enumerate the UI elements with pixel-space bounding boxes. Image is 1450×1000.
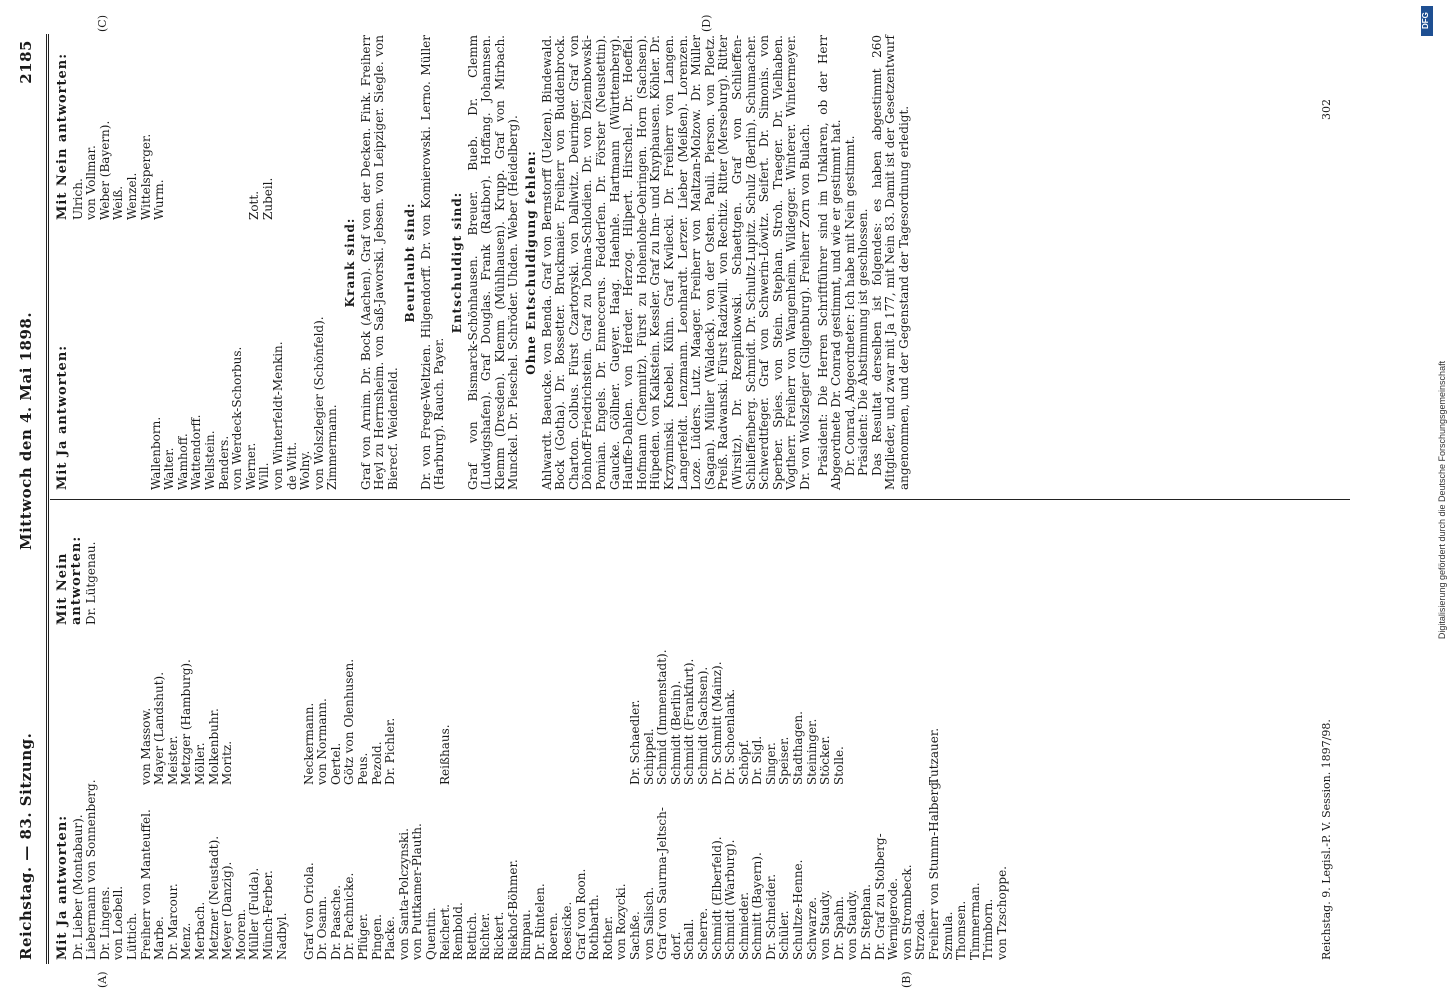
member-name: Liebermann von Sonnenberg.: [84, 779, 99, 960]
member-name: Roesicke.: [559, 901, 574, 960]
member-name: [276, 625, 290, 785]
member-name: Schwarze.: [804, 896, 819, 960]
right-nein-entries: [72, 35, 276, 220]
member-name: [85, 625, 99, 785]
member-name: [289, 785, 303, 960]
member-name: Schüler.: [777, 910, 792, 960]
member-name: von Winterfeldt-Menkin.: [270, 341, 285, 490]
member-name: Tutzauer.: [927, 727, 941, 785]
member-name: Werner.: [243, 442, 258, 490]
right-ja-entries: [150, 220, 340, 490]
member-name: Pezold.: [369, 741, 384, 785]
margin-mark-a: (A): [96, 971, 109, 988]
member-name: [452, 625, 466, 785]
entschuldigt-text: Graf von Bismarck-Schönhausen. Breuer. Bueb. Dr. Clemm (Ludwigshafen). Graf Douglas. Frank (Ratibor). Hoffang. Johannsen. Klemm (Dresden). Klemm (Mühlhausen). Krupp. Graf von Mirbach. Munckel. Dr. Pieschel. Schröder. Uhden. Weber (Heidelberg).: [465, 35, 521, 490]
member-name: Trimborn.: [981, 898, 996, 960]
member-name: [411, 625, 425, 785]
member-name: Metzner (Neustadt).: [206, 835, 221, 960]
member-name: Dr. Schmitt (Mainz).: [709, 661, 724, 785]
member-name: [561, 625, 575, 785]
member-name: Freiherr von Manteuffel.: [138, 809, 153, 960]
member-name: [534, 625, 548, 785]
member-name: [235, 35, 249, 220]
member-name: von Werdeck-Schorbus.: [230, 346, 245, 490]
member-name: Dr. Marcour.: [165, 883, 180, 960]
member-name: Dr. Sigl.: [750, 735, 765, 785]
member-name: Speiser.: [777, 736, 792, 785]
header-rule-2: [48, 34, 49, 964]
member-name: Timmerman.: [967, 882, 982, 960]
member-name: Merbach.: [192, 901, 207, 960]
member-name: dorf.: [668, 931, 683, 960]
member-name: Weiß.: [111, 185, 126, 220]
member-name: [588, 625, 602, 785]
member-name: [126, 625, 140, 785]
member-name: Moritz.: [220, 740, 235, 785]
member-name: von Normann.: [315, 698, 330, 785]
right-ja-list: [56, 220, 340, 490]
header-center: Mittwoch den 4. Mai 1898.: [17, 311, 35, 550]
dfg-side-note-text: Digitalisierung gefördert durch die Deutsche Forschungsgemeinschaft: [1437, 360, 1447, 640]
left-nein-heading: Mit Nein antworten:: [55, 535, 84, 625]
dfg-side-note: [1418, 0, 1447, 1000]
member-name: Mayer (Landshut).: [152, 671, 167, 785]
column-divider: [50, 499, 1350, 500]
member-name: Dr. Rintelen.: [532, 883, 547, 960]
right-ja-heading: Mit Ja antworten:: [55, 344, 70, 490]
member-name: Dr. Pichler.: [383, 717, 398, 785]
left-ja-heading: Mit Ja antworten:: [55, 814, 70, 960]
member-name: Pflüger.: [356, 913, 371, 960]
member-name: [479, 625, 493, 785]
right-vote-lists: [56, 35, 340, 490]
member-name: Szmula.: [940, 911, 955, 960]
krank-title: Krank sind:: [342, 217, 357, 308]
member-name: Will.: [257, 462, 272, 490]
margin-mark-c: (C): [96, 15, 109, 32]
member-name: Schöpf.: [736, 739, 751, 785]
president-para-2: Präsident: Die Abstimmung ist geschlossen.: [856, 208, 871, 476]
right-column: [56, 35, 912, 490]
left-ja-entries: [70, 778, 1010, 960]
member-name: Schmidt (Elberfeld).: [709, 836, 724, 960]
member-name: Dr. Schneider.: [763, 873, 778, 960]
beurlaubt-title: Beurlaubt sind:: [403, 202, 418, 323]
member-name: Schall.: [682, 918, 697, 960]
member-name: [398, 625, 412, 785]
member-name: Münch-Ferber.: [260, 870, 275, 960]
member-name: von Loebell.: [111, 885, 126, 960]
member-name: Schmidt (Warburg).: [723, 839, 738, 960]
member-name: [99, 625, 113, 785]
member-name: Placke.: [383, 916, 398, 960]
member-name: Wernigerode.: [886, 877, 901, 960]
page-header: [12, 40, 42, 960]
member-name: Meister.: [165, 735, 180, 785]
member-name: Schmidt (Sachsen).: [695, 666, 710, 785]
left-vote-lists: [56, 505, 1010, 960]
left-nein-list: [56, 505, 99, 625]
member-name: [235, 625, 249, 785]
member-name: [846, 625, 860, 785]
member-name: Sachße.: [627, 911, 642, 960]
member-name: [167, 35, 181, 220]
margin-mark-b: (B): [900, 971, 913, 988]
member-name: Wellstein.: [202, 430, 217, 490]
member-name: [914, 625, 928, 785]
member-name: [860, 625, 874, 785]
member-name: Schmidt (Frankfurt).: [682, 658, 697, 785]
member-name: Singer.: [763, 742, 778, 785]
member-name: [289, 625, 303, 785]
footer-signature: 302: [1320, 99, 1333, 120]
member-name: Wolny.: [298, 450, 313, 490]
member-name: Wittelsperger.: [138, 133, 153, 220]
member-name: Benders.: [216, 435, 231, 490]
member-name: Peus.: [356, 752, 371, 785]
member-name: [493, 625, 507, 785]
member-name: Dr. Osann.: [315, 895, 330, 960]
member-name: Zott.: [247, 190, 262, 220]
header-page-number: 2185: [17, 40, 35, 84]
member-name: Riekhof-Böhmer.: [505, 859, 520, 960]
member-name: Menz.: [179, 922, 194, 960]
member-name: [221, 35, 235, 220]
member-name: Schmitt (Bayern).: [750, 852, 765, 960]
member-name: Metzger (Hamburg).: [179, 659, 194, 785]
member-name: [248, 625, 262, 785]
dfg-logo: DFG: [1421, 6, 1433, 36]
right-nein-list: [56, 35, 276, 220]
member-name: [72, 625, 86, 785]
member-name: Dr. Paasche.: [328, 884, 343, 960]
member-name: Rickert.: [492, 911, 506, 960]
president-para-1: Präsident: Die Herren Schriftführer sind im Unklaren, ob der Herr Abgeordnete Dr. Conrad gestimmt, und wie er gestimmt hat.: [815, 35, 844, 490]
member-name: Wattendorff.: [189, 414, 204, 490]
member-name: von Staudy.: [845, 889, 860, 960]
member-name: von Santa-Polczynski.: [396, 828, 411, 960]
member-name: [874, 625, 888, 785]
member-name: Dr. Spahn.: [831, 896, 846, 960]
member-name: [262, 625, 276, 785]
member-name: Dr. Pachnicke.: [342, 872, 357, 960]
member-name: Marbe.: [152, 916, 167, 960]
member-name: Dr. Schoenlank.: [723, 688, 738, 785]
footer-left: Reichstag. 9. Legisl.-P. V. Session. 1897/98.: [1320, 719, 1333, 960]
member-name: Dr. Schaedler.: [627, 699, 642, 785]
member-name: Stöcker.: [818, 735, 833, 785]
left-mid-entries: [72, 625, 942, 785]
member-name: Mooren.: [233, 908, 248, 960]
member-name: Wurm.: [152, 179, 167, 220]
member-name: [887, 625, 901, 785]
member-name: Wamhoff.: [175, 433, 190, 490]
member-name: Schippel.: [641, 728, 656, 785]
member-name: Dr. Stephan.: [859, 884, 874, 960]
member-name: Strzoda.: [913, 909, 928, 960]
member-name: Götz von Olenhusen.: [342, 658, 357, 785]
member-name: von Strombeck.: [899, 864, 914, 960]
member-name: Roeren.: [546, 912, 561, 960]
member-name: von Puttkamer-Plauth.: [410, 823, 425, 960]
member-name: Dr. Lieber (Montabaur).: [70, 814, 85, 960]
right-nein-heading: Mit Nein antworten:: [55, 52, 70, 220]
member-name: Graf von Roon.: [573, 868, 588, 960]
member-name: [466, 625, 480, 785]
member-name: Schultze-Henne.: [791, 859, 806, 960]
member-name: Wenzel.: [124, 172, 139, 220]
member-name: von Staudy.: [818, 889, 833, 960]
member-name: [194, 35, 208, 220]
member-name: de Witt.: [284, 441, 299, 490]
member-name: von Rozycki.: [614, 883, 629, 960]
member-name: Möller.: [192, 742, 207, 785]
member-name: von Salisch.: [641, 886, 656, 960]
member-name: Molkenbuhr.: [206, 708, 221, 785]
member-name: Rothbarth.: [587, 894, 602, 960]
member-name: Schmid (Immenstadt).: [655, 649, 670, 785]
member-name: von Vollmar.: [84, 145, 99, 220]
margin-mark-d: (D): [700, 14, 713, 32]
member-name: [547, 625, 561, 785]
entschuldigt-title: Entschuldigt sind:: [450, 191, 465, 334]
member-name: Rother.: [600, 915, 615, 960]
header-rule: [46, 34, 47, 964]
member-name: Zimmermann.: [325, 404, 340, 490]
member-name: Steininger.: [804, 718, 819, 785]
member-name: Quentin.: [424, 907, 439, 960]
member-name: Reißhaus.: [437, 724, 452, 785]
member-name: [575, 625, 589, 785]
member-name: Lüttich.: [124, 912, 139, 960]
member-name: Wallenborn.: [148, 416, 163, 490]
left-mid-list: [56, 625, 942, 785]
member-name: von Tzschoppe.: [994, 866, 1009, 960]
member-name: Walter.: [162, 447, 177, 490]
member-name: [602, 625, 616, 785]
member-name: [208, 35, 222, 220]
member-name: [901, 625, 915, 785]
member-name: von Massow.: [138, 707, 153, 785]
beurlaubt-text: Dr. von Frege-Weltzien. Hilgendorff. Dr. von Komierowski. Lerno. Müller (Harburg). Rauch. Payer.: [418, 35, 447, 490]
ohne-entschuldigung-text: Ahlwardt. Baeucke. von Benda. Graf von Bernstorff (Uelzen). Bindewald. Bock (Gotha). Dr. Bossetter. Bruckmaier. Freiherr von Buddenbrock. Charton. Colbus. Fürst Czartoryski. von Dallwitz. Deuringer. Graf von Dönhoff-Friedrichstein. Graf zu Dohna-Schlodien. Dr. von Dziembowski-Pomian. Engels. Dr. Enneccerus. Fedderſen. Dr. Förster (Neustettin). Gaucke. Göllner. Gueyer. Haag. Haehnle. Hartmann (Württemberg). Hauffe-Dahlen. von Herder. Herzog. Hilpert. Hirschel. Dr. Hoeffel. Hofmann (Chemnitz). Fürst zu Hohenlohe-Oehringen. Horn (Sachsen). Hüpeden. von Kalkstein. Kessler. Graf zu Inn- und Knyphausen. Köhler. Dr. Krzyminski. Knebel. Kühn. Graf Kwilecki. Dr. Freiherr von Langen. Langerfeldt. Lenzmann. Leonhardt. Lerzer. Lieber (Meißen). Lorenzen. Loze. Lüders. Lutz. Maager. Freiherr von Maltzan-Molzow. Dr. Müller (Sagan). Müller (Waldeck). von der Osten. Pauli. Pierson. von Ploetz. Preiß. Radwanski. Fürst Radziwill. von Rechtiz. Ritter (Merseburg). Ritter (Wirsitz). Dr. Rzepnikowski. Schaettgen. Graf von Schlieffen-Schlieffenberg. Schmidt. Dr. Schultz-Lupitz. Schulz (Berlin). Schumacher. Schwerdtfeger. Graf von Schwerin-Löwitz. Seifert. Dr. Simonis. von Sperber. Spies. von Stein. Stephan. Stroh. Traeger. Dr. Vielhaben. Vogtherr. Freiherr von Wangenheim. Wildegger. Winterer. Wintermeyer. Dr. von Wolszlegier (Gilgenburg). Freiherr Zorn von Bulach.: [539, 35, 812, 490]
left-column: [56, 505, 1010, 960]
member-name: [615, 625, 629, 785]
member-name: Graf von Saurma-Jeltsch-: [655, 807, 670, 960]
member-name: [112, 625, 126, 785]
ohne-entschuldigung-title: Ohne Entschuldigung fehlen:: [524, 150, 539, 375]
header-left: Reichstag. — 83. Sitzung.: [17, 732, 35, 960]
left-ja-list: [55, 778, 1010, 960]
member-name: Freiherr von Stumm-Halberg.: [927, 778, 941, 960]
member-name: Dr. Lütgenau.: [84, 541, 99, 625]
member-name: [425, 625, 439, 785]
member-name: Meyer (Danzig).: [220, 861, 235, 960]
member-name: Scherre.: [695, 907, 710, 960]
left-nein-entries: [85, 505, 99, 625]
member-name: Weber (Bayern).: [97, 120, 112, 220]
member-name: Rimpau.: [519, 909, 534, 960]
conrad-para: Dr. Conrad, Abgeordneter: Ich habe mit Nein gestimmt.: [842, 135, 857, 476]
member-name: Richter.: [478, 912, 493, 960]
member-name: Schmidt (Berlin).: [668, 680, 683, 785]
member-name: Dr. Lingens.: [97, 886, 112, 960]
member-name: Rettich.: [464, 912, 479, 960]
member-name: von Wolszlegier (Schönfeld).: [311, 316, 326, 490]
member-name: [507, 625, 521, 785]
member-name: Stolle.: [831, 746, 846, 785]
member-name: Zubeil.: [260, 177, 275, 220]
member-name: Nadbyl.: [274, 912, 289, 960]
krank-text: Graf von Arnim. Dr. Bock (Aachen). Graf von der Decken. Fink. Freiherr Heyl zu Herrnsheim. von Saß-Jaworski. Jebsen. von Leipziger. Siegle. von Bierecf. Weidenfeld.: [358, 35, 400, 490]
member-name: Neckermann.: [301, 702, 316, 785]
member-name: Reichert.: [437, 904, 452, 960]
member-name: Oertel.: [328, 742, 343, 785]
member-name: [180, 35, 194, 220]
result-para: Das Resultat derselben ist folgendes: es haben abgestimmt 260 Mitglieder, und zwar mit Ja 177, mit Nein 83. Damit ist der Gesetzentwurf angenommen, und der Gegenstand der Tagesordnung erledigt.: [869, 35, 912, 490]
member-name: Stadthagen.: [791, 711, 806, 785]
member-name: Thomsen.: [954, 900, 969, 960]
member-name: Pingen.: [369, 914, 384, 960]
member-name: [520, 625, 534, 785]
member-name: Dr. Graf zu Stolberg-: [872, 833, 887, 960]
member-name: Graf von Oriola.: [301, 862, 316, 960]
member-name: Schmieder.: [736, 891, 751, 960]
member-name: Ulrich.: [70, 178, 85, 220]
member-name: Rembold.: [451, 902, 466, 960]
member-name: Müller (Fulda).: [247, 867, 262, 960]
